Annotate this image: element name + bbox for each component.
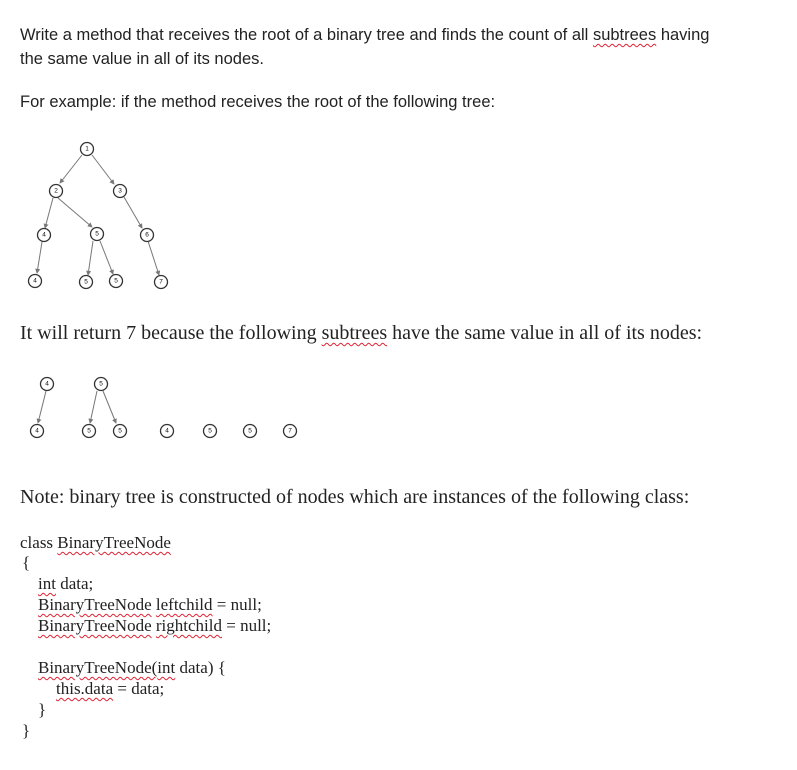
spell-flag-type: BinaryTreeNode: [38, 616, 152, 635]
code-close-brace: }: [22, 721, 31, 740]
code-constructor: BinaryTreeNode(int data) {: [38, 658, 226, 677]
edge-sub-5a: [90, 391, 97, 423]
intro-line-1: Write a method that receives the root of a binary tree and finds the count of all subtrees having: [20, 26, 710, 44]
spell-flag-int: int: [38, 574, 56, 593]
svg-text:4: 4: [165, 427, 169, 435]
svg-text:5: 5: [87, 427, 91, 435]
svg-text:1: 1: [85, 145, 89, 153]
subtree-node: [31, 425, 44, 438]
svg-text:4: 4: [42, 231, 46, 239]
code-class-decl: class BinaryTreeNode: [20, 533, 171, 552]
intro-line-2: the same value in all of its nodes.: [20, 50, 264, 68]
svg-text:5: 5: [248, 427, 252, 435]
code-open-brace: {: [22, 553, 31, 572]
spell-flag-this-data: this.data: [56, 679, 114, 698]
spell-flag-type: BinaryTreeNode: [38, 595, 152, 614]
spell-flag-rightchild: rightchild: [155, 616, 222, 635]
svg-text:5: 5: [95, 230, 99, 238]
spell-flag-subtrees: subtrees: [592, 26, 657, 44]
svg-text:5: 5: [118, 427, 122, 435]
svg-text:5: 5: [99, 380, 103, 388]
code-field-data: int data;: [38, 574, 94, 593]
spell-flag-int: int: [157, 658, 176, 677]
code-field-leftchild: BinaryTreeNode leftchild = null;: [38, 595, 262, 614]
code-field-rightchild: BinaryTreeNode rightchild = null;: [38, 616, 272, 635]
subtree-node: [244, 425, 257, 438]
subtree-edges: [38, 391, 116, 423]
subtree-node: [161, 425, 174, 438]
svg-text:5: 5: [84, 278, 88, 286]
subtree-node: [83, 425, 96, 438]
svg-text:4: 4: [45, 380, 49, 388]
example-line: For example: if the method receives the root of the following tree:: [20, 93, 496, 111]
svg-text:2: 2: [54, 187, 58, 195]
svg-text:3: 3: [118, 187, 122, 195]
svg-text:6: 6: [145, 231, 149, 239]
subtree-node: [41, 378, 54, 391]
subtree-node: [204, 425, 217, 438]
subtree-node: [95, 378, 108, 391]
spell-flag-leftchild: leftchild: [155, 595, 213, 614]
subtree-node: [284, 425, 297, 438]
spell-flag-constructor: BinaryTreeNode(: [38, 658, 158, 677]
svg-text:5: 5: [208, 427, 212, 435]
svg-text:5: 5: [114, 277, 118, 285]
svg-text:4: 4: [35, 427, 39, 435]
note-line: Note: binary tree is constructed of nodes which are instances of the following class:: [20, 486, 690, 508]
svg-text:7: 7: [288, 427, 292, 435]
edge-sub-4: [38, 391, 46, 423]
spell-flag-class-name: BinaryTreeNode: [57, 533, 171, 552]
svg-text:4: 4: [33, 277, 37, 285]
code-constructor-body: this.data = data;: [56, 679, 165, 698]
code-inner-close-brace: }: [38, 700, 47, 719]
spell-flag-subtrees: subtrees: [321, 322, 388, 344]
subtree-node: [114, 425, 127, 438]
svg-text:7: 7: [159, 278, 163, 286]
result-line: It will return 7 because the following subtrees have the same value in all of its nodes:: [20, 322, 703, 344]
edge-sub-5b: [103, 391, 116, 423]
